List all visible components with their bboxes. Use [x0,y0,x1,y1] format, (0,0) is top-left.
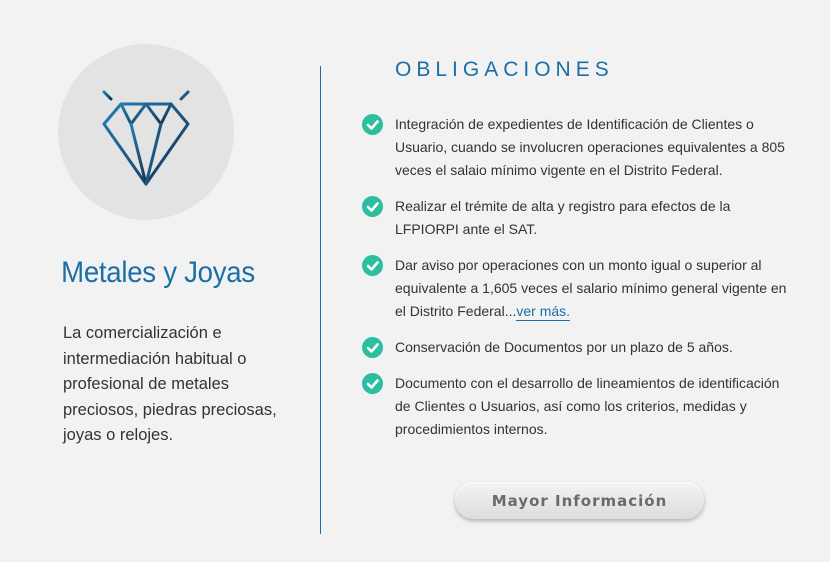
obligations-list [362,113,792,454]
diamond-icon [58,44,234,220]
obligation-text: Integración de expedientes de Identificación de Clientes o Usuario, cuando se involucren operaciones equivalentes a 805 veces el salaio mínimo vigente en el Distrito Federal. [395,116,785,178]
obligation-item [362,113,792,182]
obligation-item [362,254,792,323]
check-icon [362,255,383,276]
mayor-informacion-button[interactable]: Mayor Información [455,482,704,519]
check-icon [362,373,383,394]
check-icon [362,337,383,358]
diamond-icon-circle [58,44,234,220]
category-title: Metales y Joyas [61,256,255,289]
category-description: La comercialización e intermediación habitual o profesional de metales preciosos, piedras preciosas, joyas o relojes. [63,324,277,444]
check-icon [362,196,383,217]
obligation-text: Conservación de Documentos por un plazo de 5 años. [395,339,733,355]
ver-mas-link[interactable]: ver más. [516,303,571,319]
obligation-text: Realizar el trémite de alta y registro para efectos de la LFPIORPI ante el SAT. [395,198,731,237]
obligation-item [362,372,792,441]
obligation-text: Documento con el desarrollo de lineamientos de identificación de Clientes o Usuarios, así como los criterios, medidas y procedimientos internos. [395,375,780,437]
obligation-item [362,195,792,241]
check-icon [362,114,383,135]
obligations-title: OBLIGACIONES [395,58,614,81]
obligation-item [362,336,792,359]
vertical-divider [320,66,321,534]
obligation-text: Dar aviso por operaciones con un monto igual o superior al equivalente a 1,605 veces el salario mínimo general vigente en el Distrito Federal... [395,257,787,319]
